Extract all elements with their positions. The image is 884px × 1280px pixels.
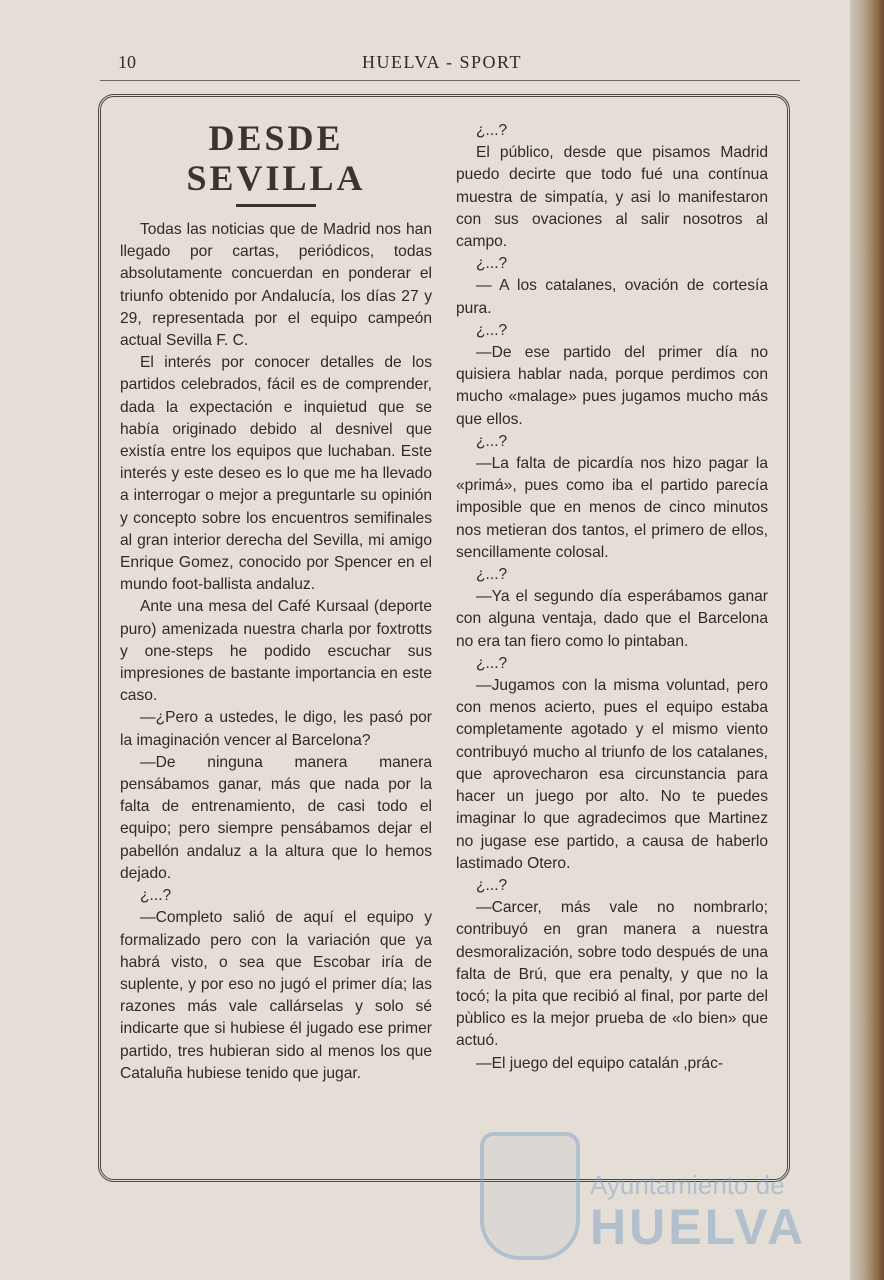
paragraph: —El juego del equipo catalán ,prác-: [476, 1054, 724, 1072]
paragraph: ¿...?: [476, 255, 508, 273]
title-rule: [236, 204, 316, 207]
paragraph: ¿...?: [476, 566, 508, 584]
paragraph: ¿...?: [476, 654, 508, 672]
paragraph: —De ese partido del primer día no quisiera hablar nada, porque perdimos con mucho «malage» pues jugamos mucho más que ellos.: [456, 344, 768, 428]
paragraph: ¿...?: [140, 887, 172, 905]
left-column: [120, 118, 432, 1085]
paragraph: —Carcer, más vale no nombrarlo; contribuyó en gran manera a nuestra desmoralización, sobre todo después de una falta de Brú, que era penalty, y que no la tocó; la pita que recibió al final, por parte del pùblico es la mejor prueba de «lo bien» que actuó.: [456, 899, 768, 1050]
running-head: HUELVA - SPORT: [362, 52, 522, 72]
paragraph: —¿Pero a ustedes, le digo, les pasó por la imaginación vencer al Barcelona?: [120, 709, 432, 749]
paragraph: — A los catalanes, ovación de cortesía pura.: [456, 277, 768, 317]
watermark-line2: HUELVA: [590, 1199, 807, 1255]
paragraph: ¿...?: [476, 122, 508, 139]
right-column: [456, 120, 768, 1075]
paragraph: Ante una mesa del Café Kursaal (deporte puro) amenizada nuestra charla por foxtrotts y one-steps he podido escuchar sus impresiones de bastante importancia en este caso.: [120, 598, 432, 705]
paragraph: —Completo salió de aquí el equipo y formalizado pero con la variación que ya habrá visto, o sea que Escobar iría de suplente, y por eso no jugó el primer día; las razones más vale callárselas y solo sé indicarte que si hubiese él jugado ese primer partido, tres hubieran sido al menos los que Cataluña hubiese tenido que jugar.: [120, 909, 432, 1082]
paragraph: ¿...?: [476, 321, 508, 339]
watermark-line1: Ayuntamiento de: [590, 1170, 785, 1200]
paragraph: ¿...?: [476, 432, 508, 450]
paragraph: —Jugamos con la misma voluntad, pero con menos acierto, pues el equipo estaba completamente agotado y el mismo viento contribuyó mucho al triunfo de los catalanes, que aprovecharon esa circunstancia para hacer un juego por alto. No te puedes imaginar lo que agradecimos que Martinez no jugase ese partido, a causa de haberlo lastimado Otero.: [456, 677, 768, 872]
paragraph: El público, desde que pisamos Madrid puedo decirte que todo fué una contínua muestra de simpatía, y asi lo manifestaron con sus ovaciones al salir nosotros al campo.: [456, 144, 768, 251]
paragraph: —La falta de picardía nos hizo pagar la «primá», pues como iba el partido parecía imposible que en menos de cinco minutos nos metieran dos tantos, el primero de ellos, sencillamente colosal.: [456, 455, 768, 561]
page-header: [100, 50, 800, 81]
article-title: DESDE SEVILLA: [186, 118, 366, 198]
paragraph: Todas las noticias que de Madrid nos han llegado por cartas, periódicos, todas absolutamente concuerdan en ponderar el triunfo obtenido por Andalucía, los días 27 y 29, representada por el equipo campeón actual Sevilla F. C.: [120, 221, 432, 350]
paragraph: —Ya el segundo día esperábamos ganar con alguna ventaja, dado que el Barcelona no era tan fiero como lo pintaban.: [456, 588, 768, 650]
page-edge: [850, 0, 884, 1280]
page-number: 10: [118, 52, 136, 72]
paragraph: —De ninguna manera manera pensábamos ganar, más que nada por la falta de entrenamiento, de casi todo el equipo; pero siempre pensábamos dejar el pabellón andaluz a la altura que lo hemos dejado.: [120, 753, 432, 882]
paragraph: ¿...?: [476, 876, 508, 894]
paragraph: El interés por conocer detalles de los partidos celebrados, fácil es de comprender, dada la expectación e inquietud que se había originado debido al desnivel que existía entre los equipos que luchaban. Este interés y este deseo es lo que me ha llevado a interrogar o mejor a preguntarle su opinión y concepto sobre los encuentros semifinales al gran interior derecha del Sevilla, mi amigo Enrique Gomez, conocido por Spencer en el mundo foot-ballista andaluz.: [120, 354, 432, 594]
